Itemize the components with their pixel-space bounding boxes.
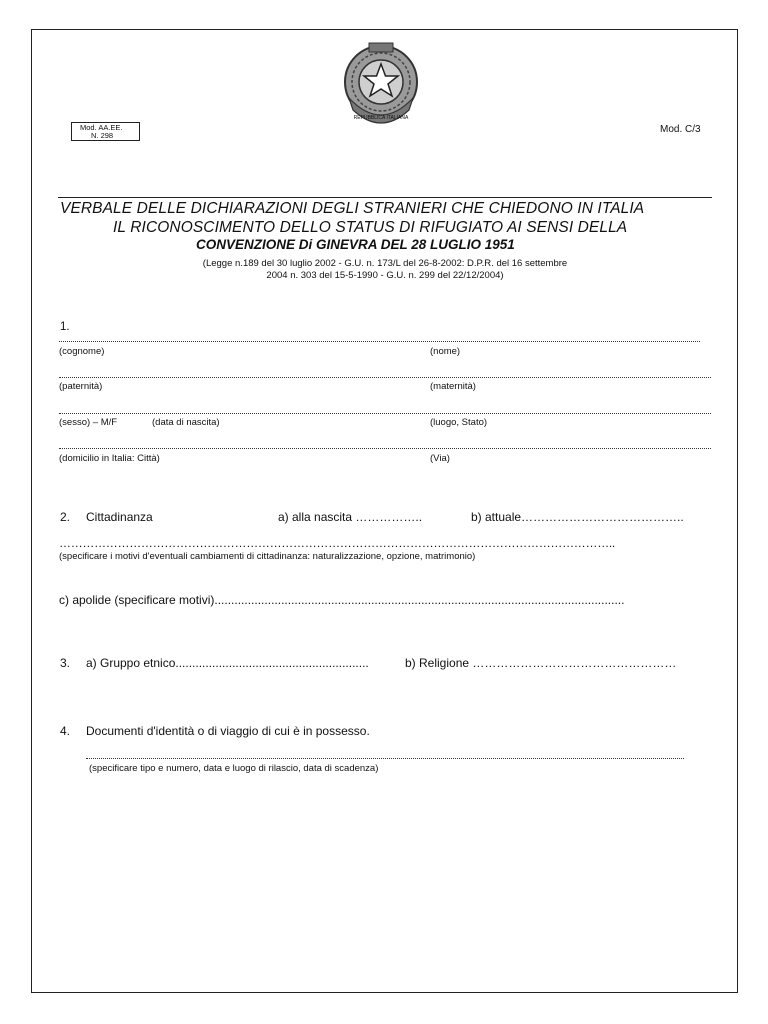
documenti-note: (specificare tipo e numero, data e luogo di rilascio, data di scadenza): [89, 763, 379, 774]
gruppo-etnico-field[interactable]: a) Gruppo etnico..........................................................: [86, 656, 369, 670]
sesso-nascita-field[interactable]: [59, 413, 711, 414]
section3-number: 3.: [60, 656, 71, 670]
cittadinanza-nascita-field[interactable]: a) alla nascita ……………..: [278, 510, 423, 524]
paternita-maternita-field[interactable]: [59, 377, 711, 378]
cittadinanza-attuale-field[interactable]: b) attuale…………………………………..: [471, 510, 684, 524]
domicilio-label: (domicilio in Italia: Città): [59, 453, 160, 464]
legal-reference-1: (Legge n.189 del 30 luglio 2002 - G.U. n. 173/L del 26-8-2002: D.P.R. del 16 settembre: [202, 258, 568, 269]
cognome-label: (cognome): [59, 346, 105, 357]
mod-code: Mod. C/3: [660, 124, 701, 135]
mod-aaee-box: [71, 122, 140, 141]
title-rule: [58, 197, 712, 198]
domicilio-via-field[interactable]: [59, 448, 711, 449]
repubblica-italiana-emblem-icon: [339, 40, 423, 128]
cittadinanza-label: Cittadinanza: [86, 510, 153, 524]
maternita-label: (maternità): [430, 381, 476, 392]
cognome-nome-field[interactable]: [59, 341, 700, 342]
legal-reference-2: 2004 n. 303 del 15-5-1990 - G.U. n. 299 del 22/12/2004): [266, 270, 504, 281]
title-line2: IL RICONOSCIMENTO DELLO STATUS DI RIFUGIATO AI SENSI DELLA: [113, 219, 628, 236]
section4-number: 4.: [60, 724, 71, 738]
data-nascita-label: (data di nascita): [152, 417, 220, 428]
section1-number: 1.: [60, 321, 70, 333]
apolide-field[interactable]: c) apolide (specificare motivi)...........................................................................................................................: [59, 593, 625, 607]
luogo-stato-label: (luogo, Stato): [430, 417, 488, 428]
religione-field[interactable]: b) Religione ……………………………………………: [405, 656, 677, 670]
title-line1: VERBALE DELLE DICHIARAZIONI DEGLI STRANIERI CHE CHIEDONO IN ITALIA: [60, 200, 645, 217]
mod-box-line1: Mod. AA.EE.: [80, 123, 123, 132]
paternita-label: (paternità): [59, 381, 103, 392]
cittadinanza-note: (specificare i motivi d'eventuali cambiamenti di cittadinanza: naturalizzazione, opzione, matrimonio): [59, 551, 476, 562]
sesso-label: (sesso) – M/F: [59, 417, 118, 428]
title-line3: CONVENZIONE Di GINEVRA DEL 28 LUGLIO 1951: [196, 237, 515, 252]
section2-number: 2.: [60, 510, 71, 524]
svg-text:REPUBBLICA ITALIANA: REPUBBLICA ITALIANA: [353, 115, 409, 121]
documenti-field[interactable]: [86, 758, 684, 759]
via-label: (Via): [430, 453, 450, 464]
cittadinanza-motivi-field[interactable]: ……………………………………………………………………………………………………………………………..: [59, 536, 615, 550]
mod-box-line2: N. 298: [91, 131, 114, 140]
nome-label: (nome): [430, 346, 461, 357]
documenti-label: Documenti d'identità o di viaggio di cui è in possesso.: [86, 724, 370, 738]
emblem-text: [354, 115, 409, 121]
